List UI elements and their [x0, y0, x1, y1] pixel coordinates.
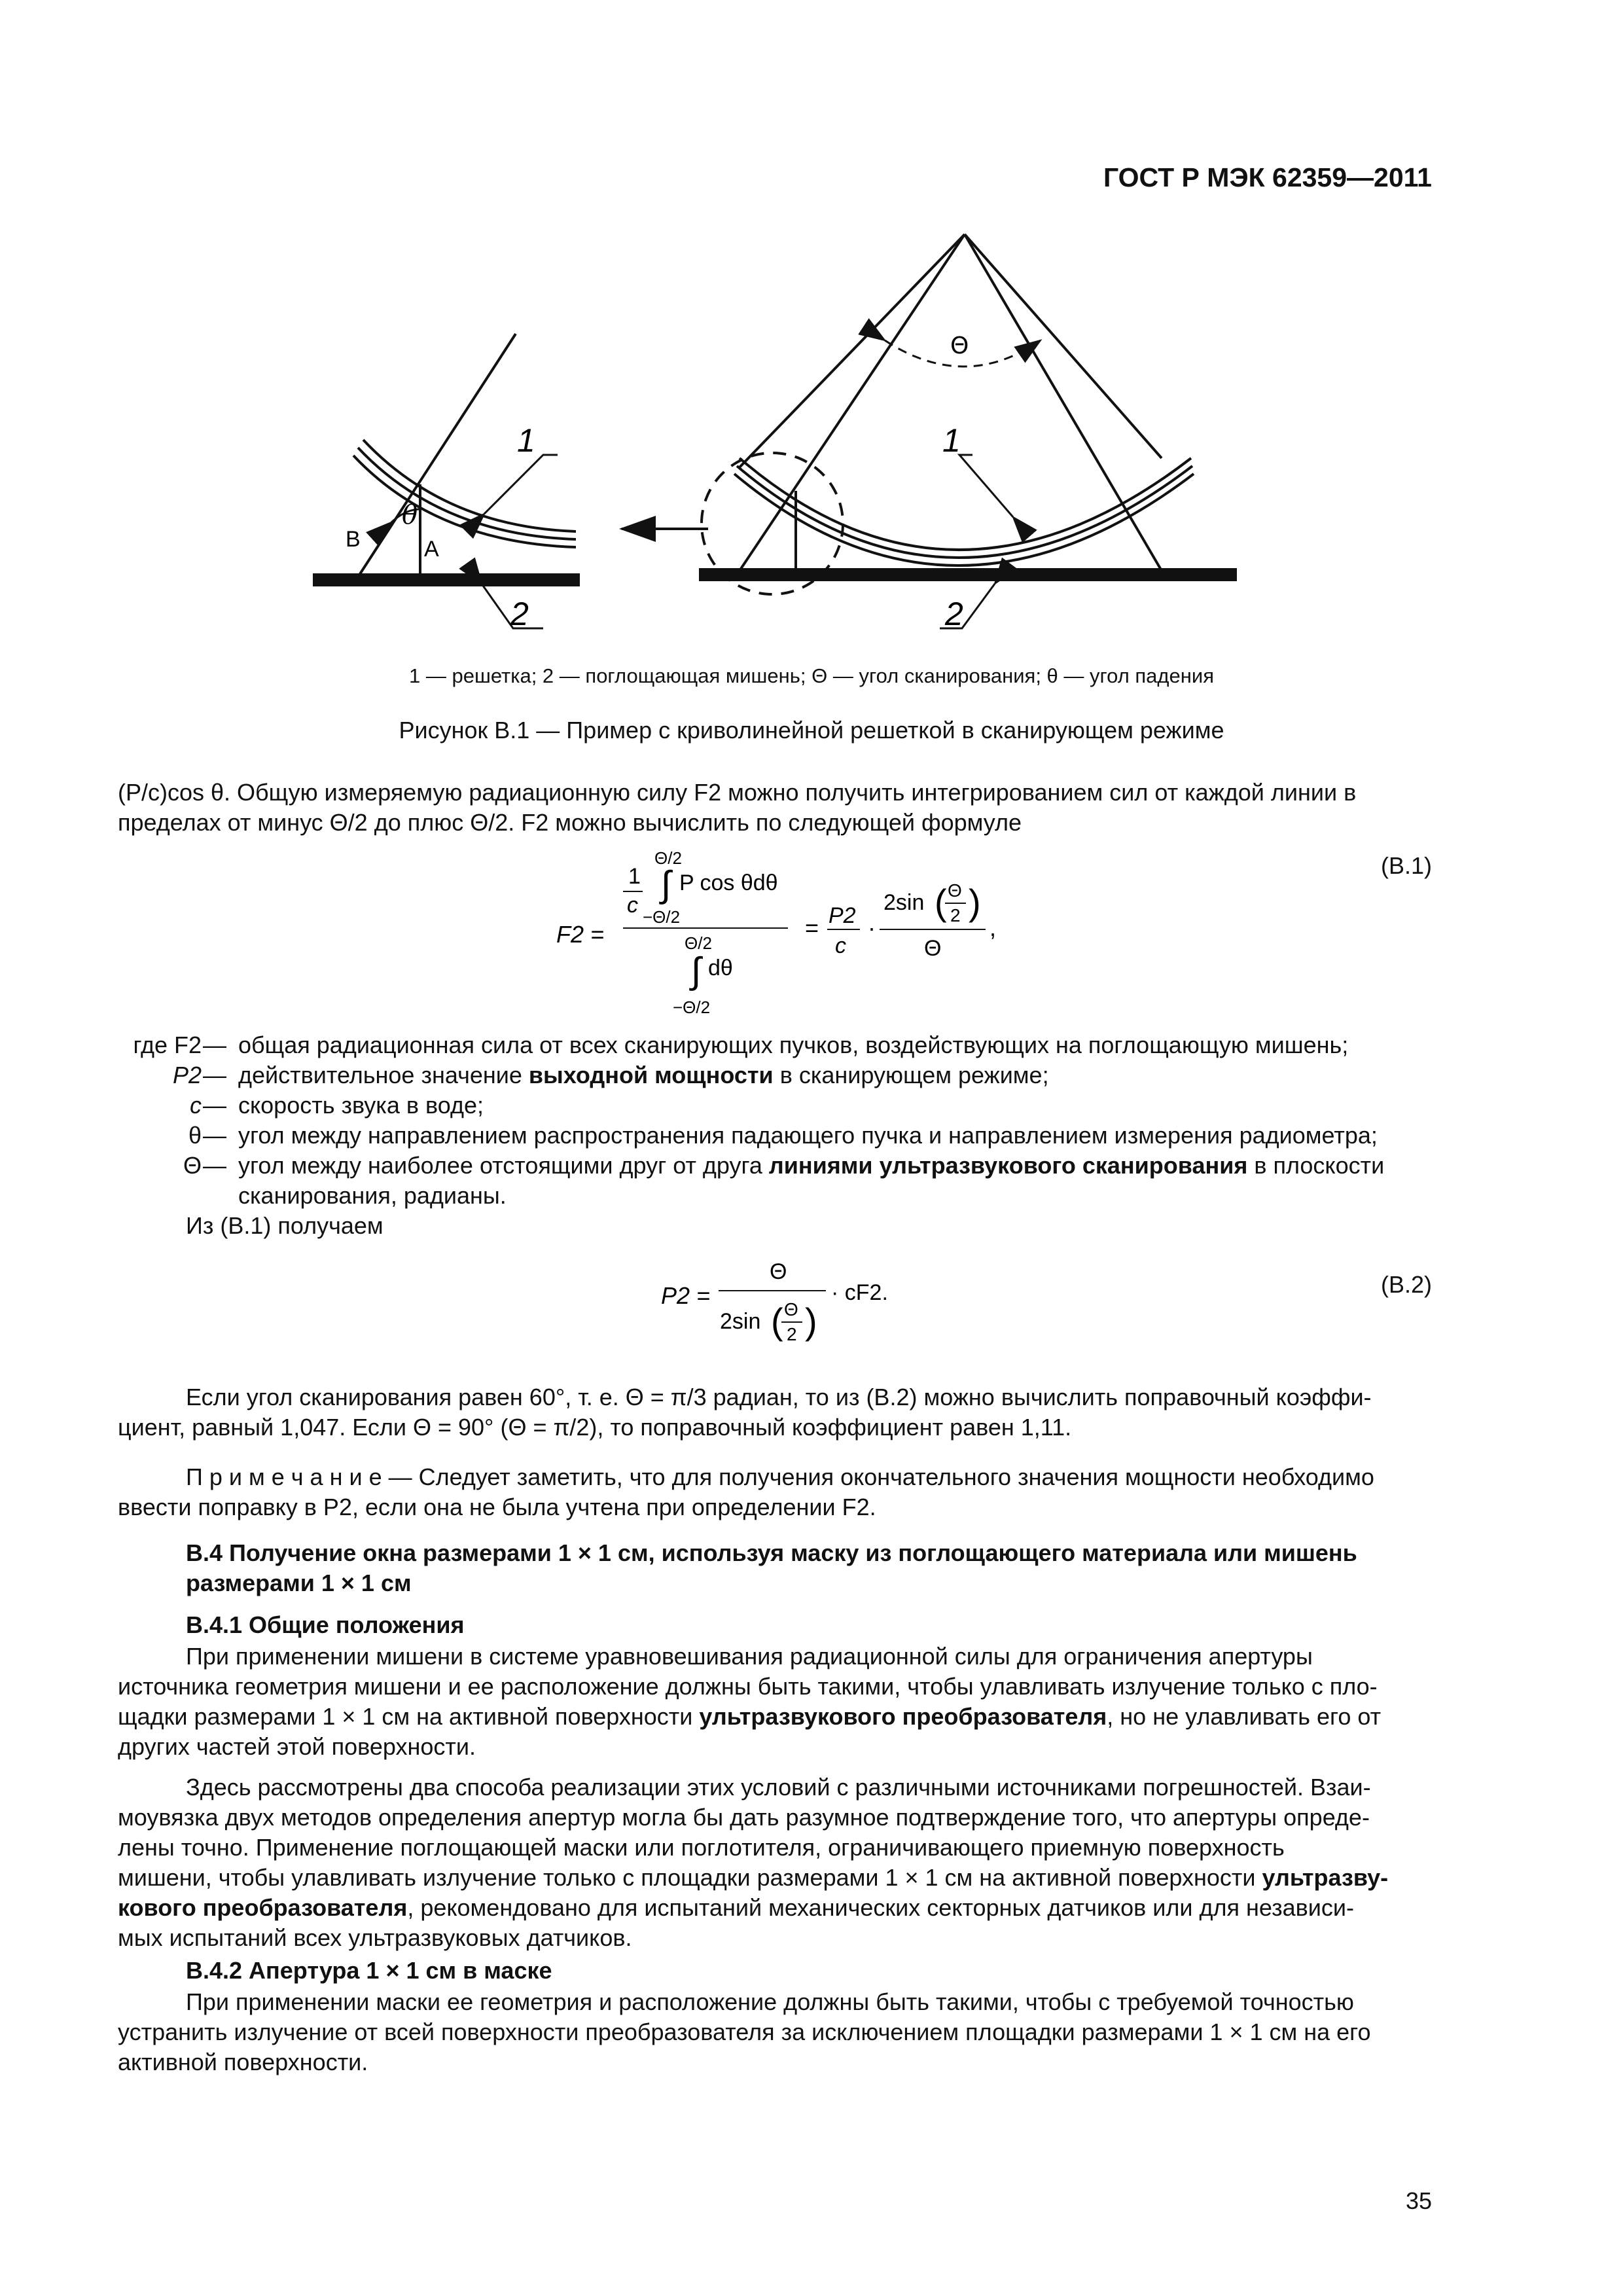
def-dash: —: [203, 1152, 226, 1179]
label-2-right: 2: [945, 596, 963, 632]
b42-l3: активной поверхности.: [118, 2049, 368, 2075]
paragraph-60-line1: Если угол сканирования равен 60°, т. е. Θ = π/3 радиан, то из (В.2) можно вычислить поправочный коэффи-: [186, 1384, 1372, 1410]
def-label-c: c: [190, 1092, 202, 1119]
def-label-p2: P2: [172, 1062, 202, 1088]
left-subfigure: [313, 334, 580, 628]
b41-p2-l4: мишени, чтобы улавливать излучение только с площадки размерами 1 × 1 см на активной поверхности ультразву-: [118, 1864, 1389, 1891]
svg-text:): ): [805, 1300, 817, 1342]
b41-p2-l6: мых испытаний всех ультразвуковых датчиков.: [118, 1924, 632, 1951]
eq2-num: Θ: [770, 1259, 787, 1284]
equation-b2: [654, 1244, 942, 1374]
b42-l2: устранить излучение от всей поверхности преобразователя за исключением площадки размерами 1 × 1 см на его: [118, 2018, 1371, 2045]
eq1-c: c: [627, 893, 638, 918]
def-text-theta-big: угол между наиболее отстоящими друг от друга линиями ультразвукового сканирования в плоскости: [238, 1152, 1385, 1179]
eq1-two: 2: [950, 905, 961, 925]
eq1-upper: Θ/2: [654, 848, 682, 868]
def-text-theta-small: угол между направлением распространения падающего пучка и направлением измерения радиометра;: [238, 1122, 1378, 1149]
eq2-two: 2: [787, 1324, 797, 1344]
def-dash: —: [203, 1092, 226, 1119]
section-b4-title-line2: размерами 1 × 1 см: [186, 1570, 412, 1596]
eq1-one: 1: [628, 864, 641, 889]
eq1-theta: Θ: [948, 880, 962, 901]
figure-caption: Рисунок В.1 — Пример с криволинейной решеткой в сканирующем режиме: [399, 717, 1224, 744]
svg-text:(: (: [935, 882, 947, 923]
b41-p1-l2: источника геометрия мишени и ее расположение должны быть такими, чтобы улавливать излучение только с пло-: [118, 1673, 1378, 1700]
figure-b1: [0, 209, 1623, 661]
def-label-theta-big: Θ: [183, 1152, 202, 1179]
eq1-c2: c: [835, 933, 846, 958]
def-text-f2: общая радиационная сила от всех сканирующих пучков, воздействующих на поглощающую мишень;: [238, 1031, 1349, 1058]
label-1-right: 1: [942, 422, 961, 459]
def-label-f2: где F2: [133, 1031, 202, 1058]
leader-1-right: [959, 455, 1013, 517]
right-subfigure: [699, 234, 1237, 628]
eq1-lower: −Θ/2: [643, 907, 681, 927]
eq1-comma: ,: [990, 914, 997, 941]
equation-number-b2: (В.2): [1380, 1271, 1432, 1298]
b41-p1-l4: других частей этой поверхности.: [118, 1733, 476, 1760]
label-2-left: 2: [510, 596, 529, 632]
eq2-2sin: 2sin: [720, 1309, 761, 1334]
equation-number-b1: (В.1): [1380, 852, 1432, 879]
label-b: B: [346, 527, 361, 552]
b41-p2-l2: моувязка двух методов определения апертур могла бы дать разумное подтверждение того, что апертуры опреде-: [118, 1804, 1370, 1831]
intro-line-1: (P/c)cos θ. Общую измеряемую радиационную силу F2 можно получить интегрированием сил от каждой линии в: [118, 779, 1357, 806]
eq1-upper2: Θ/2: [685, 933, 712, 953]
eq1-integral: ∫: [661, 863, 671, 905]
leader-1-left: [484, 455, 558, 514]
eq2-theta: Θ: [784, 1299, 798, 1319]
eq1-p2: P2: [829, 903, 856, 928]
def-text-p2: действительное значение выходной мощности в сканирующем режиме;: [238, 1062, 1049, 1088]
eq1-dtheta: dθ: [708, 956, 733, 980]
def-text-c: скорость звука в воде;: [238, 1092, 484, 1119]
absorbing-target-left: [313, 573, 580, 586]
eq1-2sin: 2sin: [883, 890, 925, 915]
b41-p1-l3: щадки размерами 1 × 1 см на активной поверхности ультразвукового преобразователя, но не улавливать его от: [118, 1703, 1382, 1730]
label-a: A: [424, 537, 439, 562]
b41-p2-l1: Здесь рассмотрены два способа реализации этих условий с различными источниками погрешностей. Взаи-: [186, 1774, 1371, 1801]
label-theta-big: Θ: [950, 332, 969, 359]
def-dash: —: [203, 1062, 226, 1088]
intro-line-2: пределах от минус Θ/2 до плюс Θ/2. F2 можно вычислить по следующей формуле: [118, 809, 1022, 836]
paragraph-60-line2: циент, равный 1,047. Если Θ = 90° (Θ = π/2), то поправочный коэффициент равен 1,11.: [118, 1414, 1072, 1441]
from-eq1-text: Из (В.1) получаем: [186, 1212, 383, 1239]
svg-text:(: (: [771, 1300, 783, 1342]
equation-b1: [537, 844, 1060, 1021]
def-dash: —: [203, 1122, 226, 1149]
eq1-lhs: F2 =: [556, 921, 605, 948]
eq1-dot: ·: [868, 914, 876, 941]
def-dash: —: [203, 1031, 226, 1058]
eq2-lhs: P2 =: [661, 1282, 711, 1309]
eq2-tail: · cF2.: [831, 1280, 888, 1305]
grating-right: [740, 458, 1191, 550]
label-theta-small: θ: [402, 500, 418, 530]
label-1-left: 1: [517, 422, 535, 459]
page-number: 35: [1405, 2187, 1432, 2214]
svg-text:): ): [969, 882, 981, 923]
eq1-den-theta: Θ: [924, 936, 942, 961]
eq1-integrand: P cos θdθ: [679, 870, 778, 895]
note-line2: ввести поправку в P2, если она не была учтена при определении F2.: [118, 1494, 876, 1520]
document-header: ГОСТ Р МЭК 62359—2011: [1103, 162, 1432, 192]
eq1-integral2: ∫: [691, 950, 702, 991]
figure-legend: 1 — решетка; 2 — поглощающая мишень; Θ — угол сканирования; θ — угол падения: [409, 664, 1214, 687]
b41-p2-l3: лены точно. Применение поглощающей маски или поглотителя, ограничивающего приемную поверхность: [118, 1834, 1285, 1861]
b42-l1: При применении маски ее геометрия и расположение должны быть такими, чтобы с требуемой точностью: [186, 1988, 1354, 2015]
section-b4-title-line1: В.4 Получение окна размерами 1 × 1 см, используя маску из поглощающего материала или мишень: [186, 1539, 1357, 1566]
section-b42-title: В.4.2 Апертура 1 × 1 см в маске: [186, 1957, 552, 1984]
b41-p2-l5: кового преобразователя, рекомендовано для испытаний механических секторных датчиков или для независи-: [118, 1894, 1354, 1921]
note-line1: П р и м е ч а н и е — Следует заметить, что для получения окончательного значения мощности необходимо: [186, 1463, 1374, 1490]
eq1-eq: =: [805, 914, 819, 941]
def-text-theta-big-line2: сканирования, радианы.: [238, 1182, 507, 1209]
absorbing-target-right: [699, 568, 1237, 581]
section-b41-title: В.4.1 Общие положения: [186, 1611, 465, 1638]
def-label-theta-small: θ: [188, 1122, 202, 1149]
b41-p1-l1: При применении мишени в системе уравновешивания радиационной силы для ограничения апертуры: [186, 1643, 1313, 1670]
eq1-lower2: −Θ/2: [673, 997, 711, 1017]
